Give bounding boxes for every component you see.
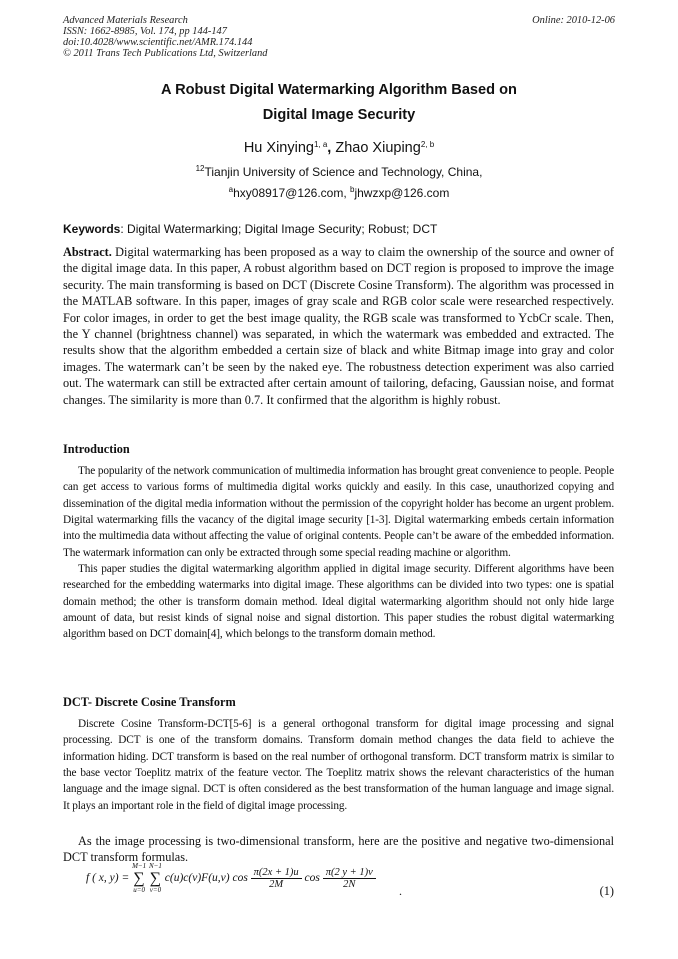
paper-title-line2: Digital Image Security <box>262 107 416 123</box>
emails-line <box>0 186 678 200</box>
author-1: Hu Xinying <box>243 140 314 156</box>
sigma-v-symbol: ∑ <box>149 870 162 887</box>
author-separator: , <box>327 140 332 156</box>
sum-u-upper: M−1 <box>132 862 147 870</box>
sum-v-upper: N−1 <box>149 862 162 870</box>
sigma-u-symbol: ∑ <box>133 870 145 887</box>
author-2-sup: 2, b <box>420 140 435 149</box>
email-a-sup: a <box>228 185 234 194</box>
fraction-2-numerator: π(2 y + 1)v <box>323 867 376 879</box>
equation-period: . <box>399 884 402 898</box>
dct-paragraph-1: Discrete Cosine Transform-DCT[5-6] is a general orthogonal transform for digital image processing and signal processing. DCT is one of the transform domains. Transform domain method changes the data field to achieve the information hiding. DCT transform is based on the real number of orthogonal transform. DCT transform matrix is similar to the base vector Toeplitz matrix of the feature vector. The Toeplitz matrix shows the relevant characteristics of the human language and the image signal. DCT is often considered as the best transformation of the human language and image signal. It plays an important role in the field of digital image processing. <box>63 718 614 812</box>
authors-line <box>0 140 678 156</box>
fraction-1-numerator: π(2x + 1)u <box>251 867 302 879</box>
introduction-body <box>63 463 614 643</box>
dct-body <box>63 716 614 814</box>
dct-equation <box>86 862 376 895</box>
introduction-heading: Introduction <box>63 442 130 456</box>
abstract-label: Abstract. <box>63 245 112 259</box>
equation-lhs: f ( x, y) = <box>86 872 130 885</box>
email-a[interactable]: hxy08917@126.com, <box>233 186 351 200</box>
keywords-label: Keywords <box>63 222 121 236</box>
dct-paragraph-2: As the image processing is two-dimensional transform, here are the positive and negative two-dimensional DCT transform formulas. <box>63 834 614 864</box>
affiliation-line <box>0 165 678 179</box>
abstract <box>63 244 614 408</box>
copyright-line: © 2011 Trans Tech Publications Ltd, Switzerland <box>63 48 268 59</box>
author-2: Zhao Xiuping <box>331 140 421 156</box>
journal-header <box>63 15 267 59</box>
doi-line: doi:10.4028/www.scientific.net/AMR.174.144 <box>63 37 253 48</box>
sum-u-lower: u=0 <box>133 886 145 894</box>
affiliation-sup: 12 <box>195 164 205 173</box>
online-date: Online: 2010-12-06 <box>532 15 615 26</box>
journal-name: Advanced Materials Research <box>63 15 188 26</box>
fraction-2 <box>323 867 376 890</box>
fraction-1 <box>251 867 302 890</box>
abstract-text: Digital watermarking has been proposed as a way to claim the ownership of the source and owner of the digital image data. In this paper, A robust algorithm based on DCT region is proposed to improve the image security. The main transforming is based on DCT (Discrete Cosine Transform). The algorithm was processed in the MATLAB software. In this paper, images of gray scale and RGB color scale were researched respectively. For color images, in order to get the best image quality, the RGB scale was transformed to YcbCr scale. Then, the Y channel (brightness channel) was separated, in which the watermark was embedded and extracted. The results show that the algorithm embedded a certain size of black and white Bitmap image into gray and color images. The watermark can’t be seen by the naked eye. The robustness detection experiment was also carried out. The watermark can still be extracted after certain amount of tailoring, defacing, Gaussian noise, and format changes. The similarity is more than 0.7. It confirmed that the algorithm is highly robust. <box>63 245 614 407</box>
fraction-2-denominator: 2N <box>343 879 356 890</box>
sum-u <box>132 862 146 895</box>
author-1-sup: 1, a <box>313 140 328 149</box>
keywords-text: : Digital Watermarking; Digital Image Security; Robust; DCT <box>120 222 438 236</box>
issn-line: ISSN: 1662-8985, Vol. 174, pp 144-147 <box>63 26 227 37</box>
affiliation: Tianjin University of Science and Technology, China, <box>204 165 483 179</box>
sum-v-lower: v=0 <box>149 886 162 894</box>
sum-v <box>149 862 162 895</box>
email-b[interactable]: jhwzxp@126.com <box>354 186 450 200</box>
email-b-sup: b <box>350 185 355 194</box>
introduction-paragraph-1: The popularity of the network communication of multimedia information has brought great convenience to people. People can get access to various forms of multimedia digital works quickly and easily. In this case, unauthorized copying and dissemination of the digital media information without the permission of the copyright holder has become an urgent problem. Digital watermarking fills the vacancy of the digital image security [1-3]. Digital watermarking embeds certain information into the multimedia data without affecting the value of original contents. People can’t be aware of the embedded information. The watermark information can only be extracted through some special reading machine or algorithm. <box>63 465 614 559</box>
equation-number: (1) <box>599 884 614 898</box>
introduction-paragraph-2: This paper studies the digital watermarking algorithm applied in digital image security. Different algorithms have been researched for the embedding watermarks into digital image. These algorithms can be divided into two types: one is spatial domain method; the other is transform domain method. Ideal digital watermarking algorithm should not only hide large amount of data, but resist kinds of signal noise and signal distortion. This paper studies the robust digital watermarking algorithm based on DCT domain[4], which belongs to the transform domain method. <box>63 563 614 641</box>
dct-paragraph-2-wrap <box>63 833 614 865</box>
dct-heading: DCT- Discrete Cosine Transform <box>63 695 236 709</box>
paper-title-line1: A Robust Digital Watermarking Algorithm Based on <box>161 82 517 98</box>
keywords-line <box>63 222 437 236</box>
equation-body: c(u)c(v)F(u,v) cos <box>164 872 248 885</box>
cos-2: cos <box>304 872 320 885</box>
fraction-1-denominator: 2M <box>269 879 284 890</box>
